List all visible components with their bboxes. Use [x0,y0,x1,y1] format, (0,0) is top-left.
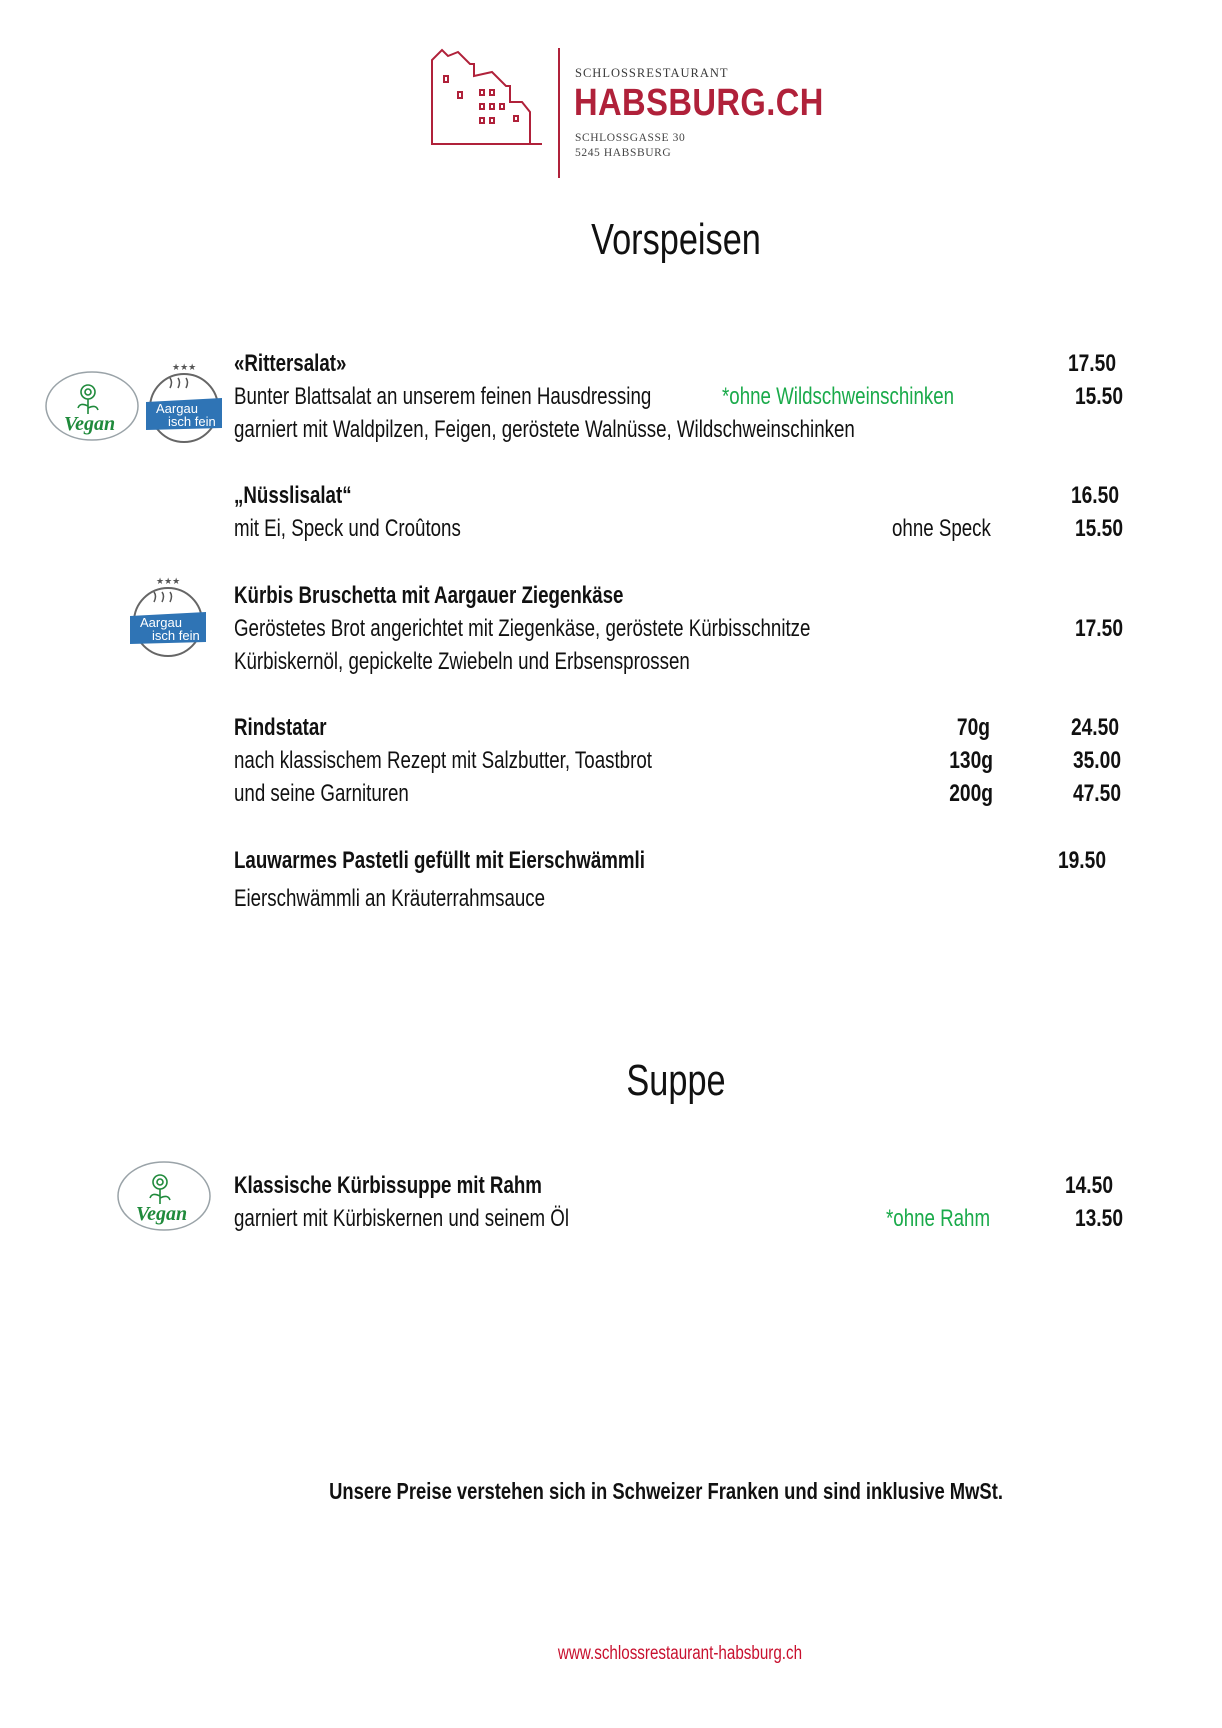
item-bruschetta-desc1: Geröstetes Brot angerichtet mit Ziegenkäse, geröstete Kürbisschnitze [234,615,811,642]
item-rittersalat-variant-price: 15.50 [1074,383,1123,410]
footer-price-note: Unsere Preise verstehen sich in Schweizer Franken und sind inklusive MwSt. [329,1478,1003,1504]
item-rindstatar-size-price: 24.50 [1070,714,1119,741]
item-nuesslisalat-desc1: mit Ei, Speck und Croûtons [234,515,461,542]
item-pastetli-price: 19.50 [1057,847,1106,874]
logo-address-line1: SCHLOSSGASSE 30 [575,132,686,144]
aargau-badge-icon [144,358,224,448]
footer-website-link[interactable]: www.schlossrestaurant-habsburg.ch [557,1643,803,1664]
item-rindstatar-size-price: 35.00 [1072,747,1121,774]
logo-brand: HABSBURG.CH [574,82,824,124]
item-rittersalat-desc1: Bunter Blattsalat an unserem feinen Hausdressing [234,383,652,410]
item-kuerbissuppe-price: 14.50 [1064,1172,1113,1199]
item-bruschetta-name: Kürbis Bruschetta mit Aargauer Ziegenkäse [234,582,624,609]
vegan-badge-label: Vegan [136,1203,188,1225]
vegan-badge-icon [44,370,140,442]
aargau-badge-line2: isch fein [152,628,200,643]
item-rindstatar-desc1: nach klassischem Rezept mit Salzbutter, Toastbrot [234,747,652,774]
svg-text:★★★: ★★★ [172,363,197,373]
logo-divider [558,48,560,178]
item-rindstatar-desc2: und seine Garnituren [234,780,409,807]
item-rindstatar-name: Rindstatar [234,714,327,741]
item-rittersalat-desc2: garniert mit Waldpilzen, Feigen, geröstete Walnüsse, Wildschweinschinken [234,416,855,443]
logo-address-line2: 5245 HABSBURG [575,147,672,159]
item-bruschetta-price: 17.50 [1074,615,1123,642]
item-kuerbissuppe-variant-price: 13.50 [1074,1205,1123,1232]
item-rittersalat-price: 17.50 [1067,350,1116,377]
item-rindstatar-size: 130g [949,747,993,774]
svg-text:★★★: ★★★ [156,577,181,587]
item-nuesslisalat-variant: ohne Speck [892,515,991,542]
vegan-badge-icon [116,1160,212,1232]
item-kuerbissuppe-desc1: garniert mit Kürbiskernen und seinem Öl [234,1205,570,1232]
section-title-soup: Suppe [626,1056,726,1105]
aargau-badge-line1: Aargau [140,615,182,630]
item-rindstatar-size: 200g [949,780,993,807]
item-rittersalat-variant: *ohne Wildschweinschinken [722,383,955,410]
logo-small-line: SCHLOSSRESTAURANT [575,66,729,80]
item-bruschetta-desc2: Kürbiskernöl, gepickelte Zwiebeln und Erbsensprossen [234,648,690,675]
item-nuesslisalat-variant-price: 15.50 [1074,515,1123,542]
item-kuerbissuppe-variant: *ohne Rahm [886,1205,991,1232]
item-rindstatar-size: 70g [956,714,990,741]
item-pastetli-desc1: Eierschwämmli an Kräuterrahmsauce [234,885,546,912]
aargau-badge-icon [128,572,208,662]
aargau-badge-line2: isch fein [168,414,216,429]
castle-logo-icon [430,46,545,146]
item-pastetli-name: Lauwarmes Pastetli gefüllt mit Eierschwämmli [234,847,645,874]
section-title-starters: Vorspeisen [591,215,761,264]
item-kuerbissuppe-name: Klassische Kürbissuppe mit Rahm [234,1172,542,1199]
item-rindstatar-size-price: 47.50 [1072,780,1121,807]
aargau-badge-line1: Aargau [156,401,198,416]
item-nuesslisalat-price: 16.50 [1070,482,1119,509]
vegan-badge-label: Vegan [64,413,116,435]
item-rittersalat-name: «Rittersalat» [234,350,347,377]
item-nuesslisalat-name: „Nüsslisalat“ [234,482,352,509]
